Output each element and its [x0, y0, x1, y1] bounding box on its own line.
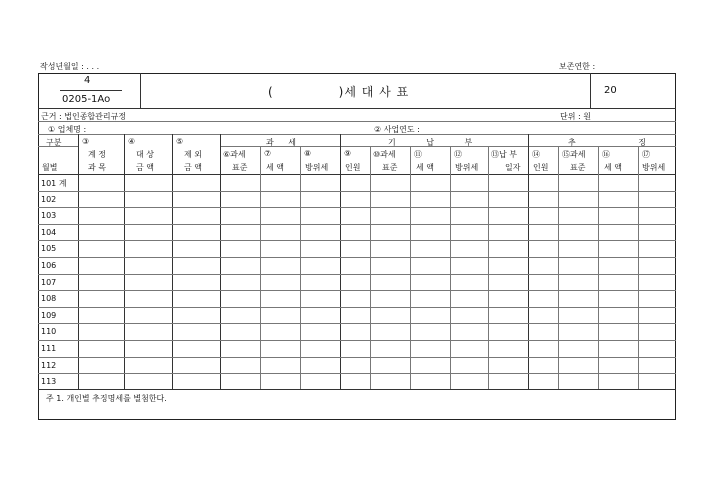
table-row-label: 106: [41, 261, 57, 270]
table-row: [38, 257, 676, 258]
table-row-label: 101 계: [41, 179, 67, 188]
col-excluded-num: ⑤: [176, 137, 184, 146]
col-prepaid-amount-l2: 세 액: [416, 163, 434, 172]
col-tax-base-l2: 표준: [232, 163, 248, 172]
col-prepaid-persons-l2: 인원: [345, 163, 361, 172]
col-prepaid-amount-l1: ⑪: [414, 150, 422, 159]
basis-label: 근거 : 법인종합관리규정: [41, 112, 127, 121]
form-number-bottom: 0205-1Ao: [62, 94, 111, 105]
month-header: 월별: [42, 163, 58, 172]
col-defense-tax-l2: 방위세: [305, 163, 329, 172]
col-collect-persons-l1: ⑭: [532, 150, 540, 159]
table-row: [38, 340, 676, 341]
col-prepaid-base-l2: 표준: [382, 163, 398, 172]
table-row-label: 110: [41, 327, 57, 337]
col-collect-defense-l2: 방위세: [642, 163, 666, 172]
retention-label: 보존연한 :: [559, 62, 596, 71]
table-row: [38, 307, 676, 308]
table-row: [38, 240, 676, 241]
category-header: 구분: [46, 138, 62, 147]
col-prepaid-persons-l1: ⑨: [344, 149, 352, 158]
col-account-l2: 과 목: [88, 163, 106, 172]
col-collect-amount-l1: ⑯: [602, 150, 610, 159]
table-row-label: 109: [41, 310, 57, 320]
table-row-label: 112: [41, 360, 57, 370]
col-excluded-l1: 제 외: [184, 150, 202, 159]
col-defense-tax-l1: ⑧: [304, 149, 312, 158]
col-prepaid-defense-l1: ⑫: [454, 150, 462, 159]
footer-note: 주 1. 개인별 추징명세를 별첨한다.: [46, 394, 167, 403]
table-row: [38, 357, 676, 358]
col-collect-defense-l1: ⑰: [642, 150, 650, 159]
col-target-num: ④: [128, 137, 136, 146]
col-payment-date-l2: 일자: [505, 163, 521, 172]
table-row-label: 107: [41, 277, 57, 287]
group-prepaid: 기 납 부: [388, 138, 487, 147]
unit-label: 단위 : 원: [560, 112, 591, 121]
table-row-label: 103: [41, 211, 57, 221]
table-row-label: 111: [41, 344, 57, 353]
table-row-label: 102: [41, 194, 57, 204]
col-tax-base-l1: ⑥과세: [223, 150, 246, 159]
year-prefix: 20: [604, 85, 617, 96]
col-collect-amount-l2: 세 액: [604, 163, 622, 172]
col-collect-base-l1: ⑮과세: [562, 150, 586, 159]
table-row: [38, 224, 676, 225]
col-account-l1: 계 정: [88, 150, 106, 159]
business-year-label: ② 사업연도 :: [374, 125, 420, 134]
table-row: [38, 373, 676, 374]
table-row-label: 108: [41, 294, 57, 304]
form-title: ( )세 대 사 표: [268, 85, 410, 99]
col-collect-base-l2: 표준: [570, 163, 586, 172]
col-collect-persons-l2: 인원: [533, 163, 549, 172]
table-row-label: 105: [41, 244, 57, 254]
tax-ledger-form: [38, 73, 676, 420]
col-prepaid-defense-l2: 방위세: [455, 163, 479, 172]
table-row: [38, 191, 676, 192]
group-taxation: 과 세: [266, 138, 302, 147]
col-target-l2: 금 액: [136, 163, 154, 172]
col-payment-date-l1: ⑬납 부: [491, 150, 517, 159]
col-target-l1: 대 상: [136, 150, 154, 159]
form-number-top: 4: [84, 75, 91, 86]
table-row: [38, 323, 676, 324]
table-row: [38, 274, 676, 275]
table-row: [38, 290, 676, 291]
group-additional-collection: 추 징: [568, 138, 676, 147]
col-account-num: ③: [82, 137, 90, 146]
table-row-label: 104: [41, 227, 57, 237]
col-prepaid-base-l1: ⑩과세: [373, 150, 396, 159]
written-date-label: 작성년월일 : . . .: [40, 62, 100, 71]
table-row-label: 113: [41, 377, 57, 387]
business-name-label: ① 업체명 :: [48, 125, 87, 134]
table-row: [38, 207, 676, 208]
col-excluded-l2: 금 액: [184, 163, 202, 172]
col-tax-amount-l2: 세 액: [266, 163, 284, 172]
col-tax-amount-l1: ⑦: [264, 149, 272, 158]
